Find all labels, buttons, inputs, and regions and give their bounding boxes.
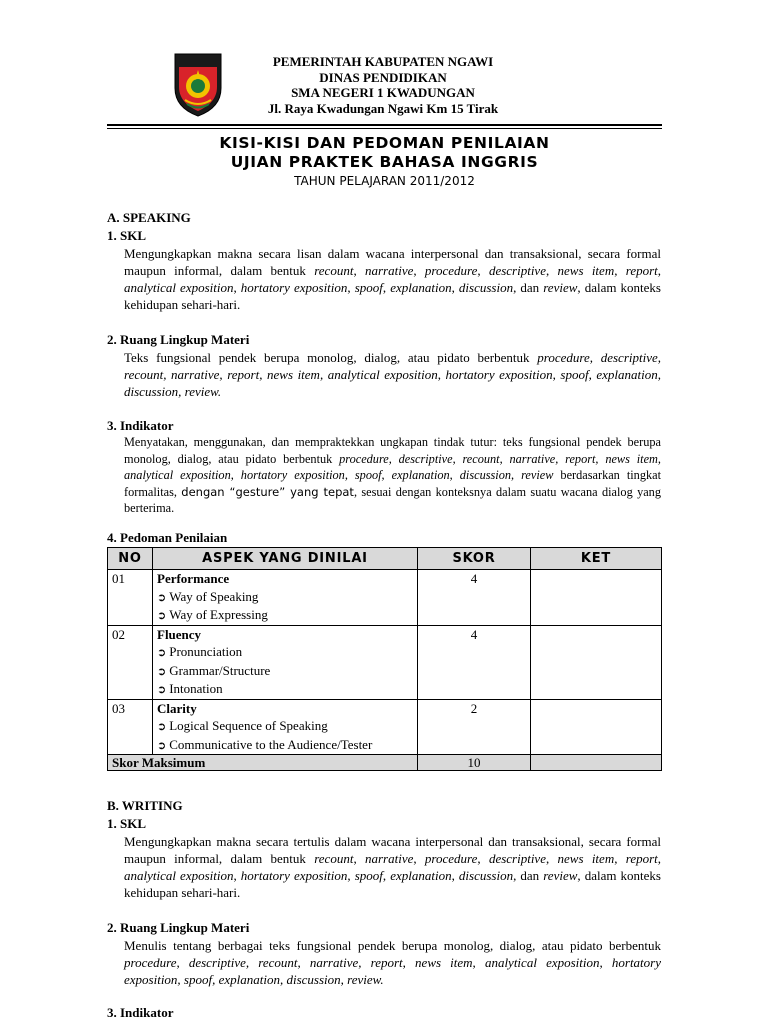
row-skor: 4 [418,570,531,626]
row-aspek [153,570,418,626]
letterhead-government: PEMERINTAH KABUPATEN NGAWI [272,54,494,69]
letterhead [230,54,536,116]
row-ket [531,570,662,626]
speaking-skl-text: Mengungkapkan makna secara lisan dalam wacana interpersonal dan transaksional, secara formal maupun informal, dalam bentuk recount, narrative, procedure, descriptive, news item, report, analytical exposition, hortatory exposition, spoof, explanation, discussion, dan review, dalam konteks kehidupan sehari-hari. [124,246,662,312]
row-ket [531,625,662,699]
letterhead-department: DINAS PENDIDIKAN [319,69,447,85]
arrow-bullet-icon: ➲ [157,609,167,622]
academic-year: TAHUN PELAJARAN 2011/2012 [294,174,475,188]
col-skor: SKOR [418,548,531,570]
table-row [108,625,662,699]
header-divider-thin [107,128,662,129]
speaking-pedoman-heading: 4. Pedoman Penilaian [107,530,228,545]
arrow-bullet-icon: ➲ [157,664,167,678]
max-score-ket [531,755,662,771]
speaking-skl-heading: 1. SKL [107,228,147,243]
section-writing-heading: B. WRITING [107,798,183,813]
table-row [108,570,662,626]
row-skor: 2 [418,699,531,755]
arrow-bullet-icon: ➲ [157,738,167,752]
document-title [107,134,662,172]
table-header-row [108,548,662,570]
aspek-item: ➲ Intonation [157,681,223,696]
title-line-2: UJIAN PRAKTEK BAHASA INGGRIS [230,153,539,171]
row-no: 01 [108,570,153,626]
aspek-item: ➲ Grammar/Structure [157,662,271,678]
aspek-title: Performance [157,571,230,586]
section-speaking-heading: A. SPEAKING [107,210,191,225]
col-aspek: ASPEK YANG DINILAI [153,548,418,570]
max-score-label: Skor Maksimum [108,755,418,771]
table-row [108,699,662,755]
aspek-item: ➲ Logical Sequence of Speaking [157,718,328,733]
letterhead-school: SMA NEGERI 1 KWADUNGAN [291,85,475,100]
arrow-bullet-icon: ➲ [157,720,167,733]
aspek-item: ➲ Pronunciation [157,644,243,659]
arrow-bullet-icon: ➲ [157,683,167,696]
arrow-bullet-icon: ➲ [157,590,167,604]
speaking-ruang-text: Teks fungsional pendek berupa monolog, dialog, atau pidato berbentuk procedure, descriptive, recount, narrative, report, news item, analytical exposition, hortatory exposition, spoof, explanation, discussion, review. [124,350,661,399]
kabupaten-ngawi-logo [171,52,225,118]
table-footer-row [108,755,662,771]
aspek-item: ➲ Communicative to the Audience/Tester [157,736,373,752]
speaking-ruang-heading: 2. Ruang Lingkup Materi [107,332,250,347]
writing-skl-text: Mengungkapkan makna secara tertulis dalam wacana interpersonal dan transaksional, secara formal maupun informal, dalam bentuk recount, narrative, procedure, descriptive, news item, report, analytical exposition, hortatory exposition, spoof, explanation, discussion, dan review, dalam konteks kehidupan sehari-hari. [124,834,662,900]
row-skor: 4 [418,625,531,699]
title-line-1: KISI-KISI DAN PEDOMAN PENILAIAN [219,134,550,152]
row-no: 03 [108,699,153,755]
writing-ruang-text: Menulis tentang berbagai teks fungsional pendek berupa monolog, dialog, atau pidato berbentuk procedure, descriptive, recount, narrative, report, news item, analytical exposition, hortatory exposition, spoof, explanation, discussion, review. [124,938,661,987]
aspek-title: Clarity [157,700,197,716]
col-no: NO [108,548,153,570]
row-aspek [153,699,418,755]
speaking-indikator-text: Menyatakan, menggunakan, dan mempraktekkan ungkapan tindak tutur: teks fungsional pendek berupa monolog, dialog, atau pidato berbentuk procedure, descriptive, recount, narrative, report, news item, analytical exposition, hortatory exposition, spoof, explanation, discussion, review berdasarkan tingkat formalitas, dengan “gesture” yang tepat, sesuai dengan konteksnya dalam suatu wacana dialog yang berterima. [124,435,661,515]
aspek-item: ➲ Way of Expressing [157,607,268,622]
row-ket [531,699,662,755]
row-no: 02 [108,625,153,699]
writing-skl-heading: 1. SKL [107,816,147,831]
writing-indikator-heading: 3. Indikator [107,1005,174,1020]
row-aspek [153,625,418,699]
writing-ruang-heading: 2. Ruang Lingkup Materi [107,920,250,935]
max-score-value: 10 [418,755,531,771]
speaking-indikator-heading: 3. Indikator [107,418,174,433]
arrow-bullet-icon: ➲ [157,646,167,659]
aspek-item: ➲ Way of Speaking [157,588,259,604]
col-ket: KET [531,548,662,570]
header-divider-thick [107,124,662,126]
aspek-title: Fluency [157,626,202,642]
scoring-table [107,547,662,771]
letterhead-address: Jl. Raya Kwadungan Ngawi Km 15 Tirak [267,100,499,116]
